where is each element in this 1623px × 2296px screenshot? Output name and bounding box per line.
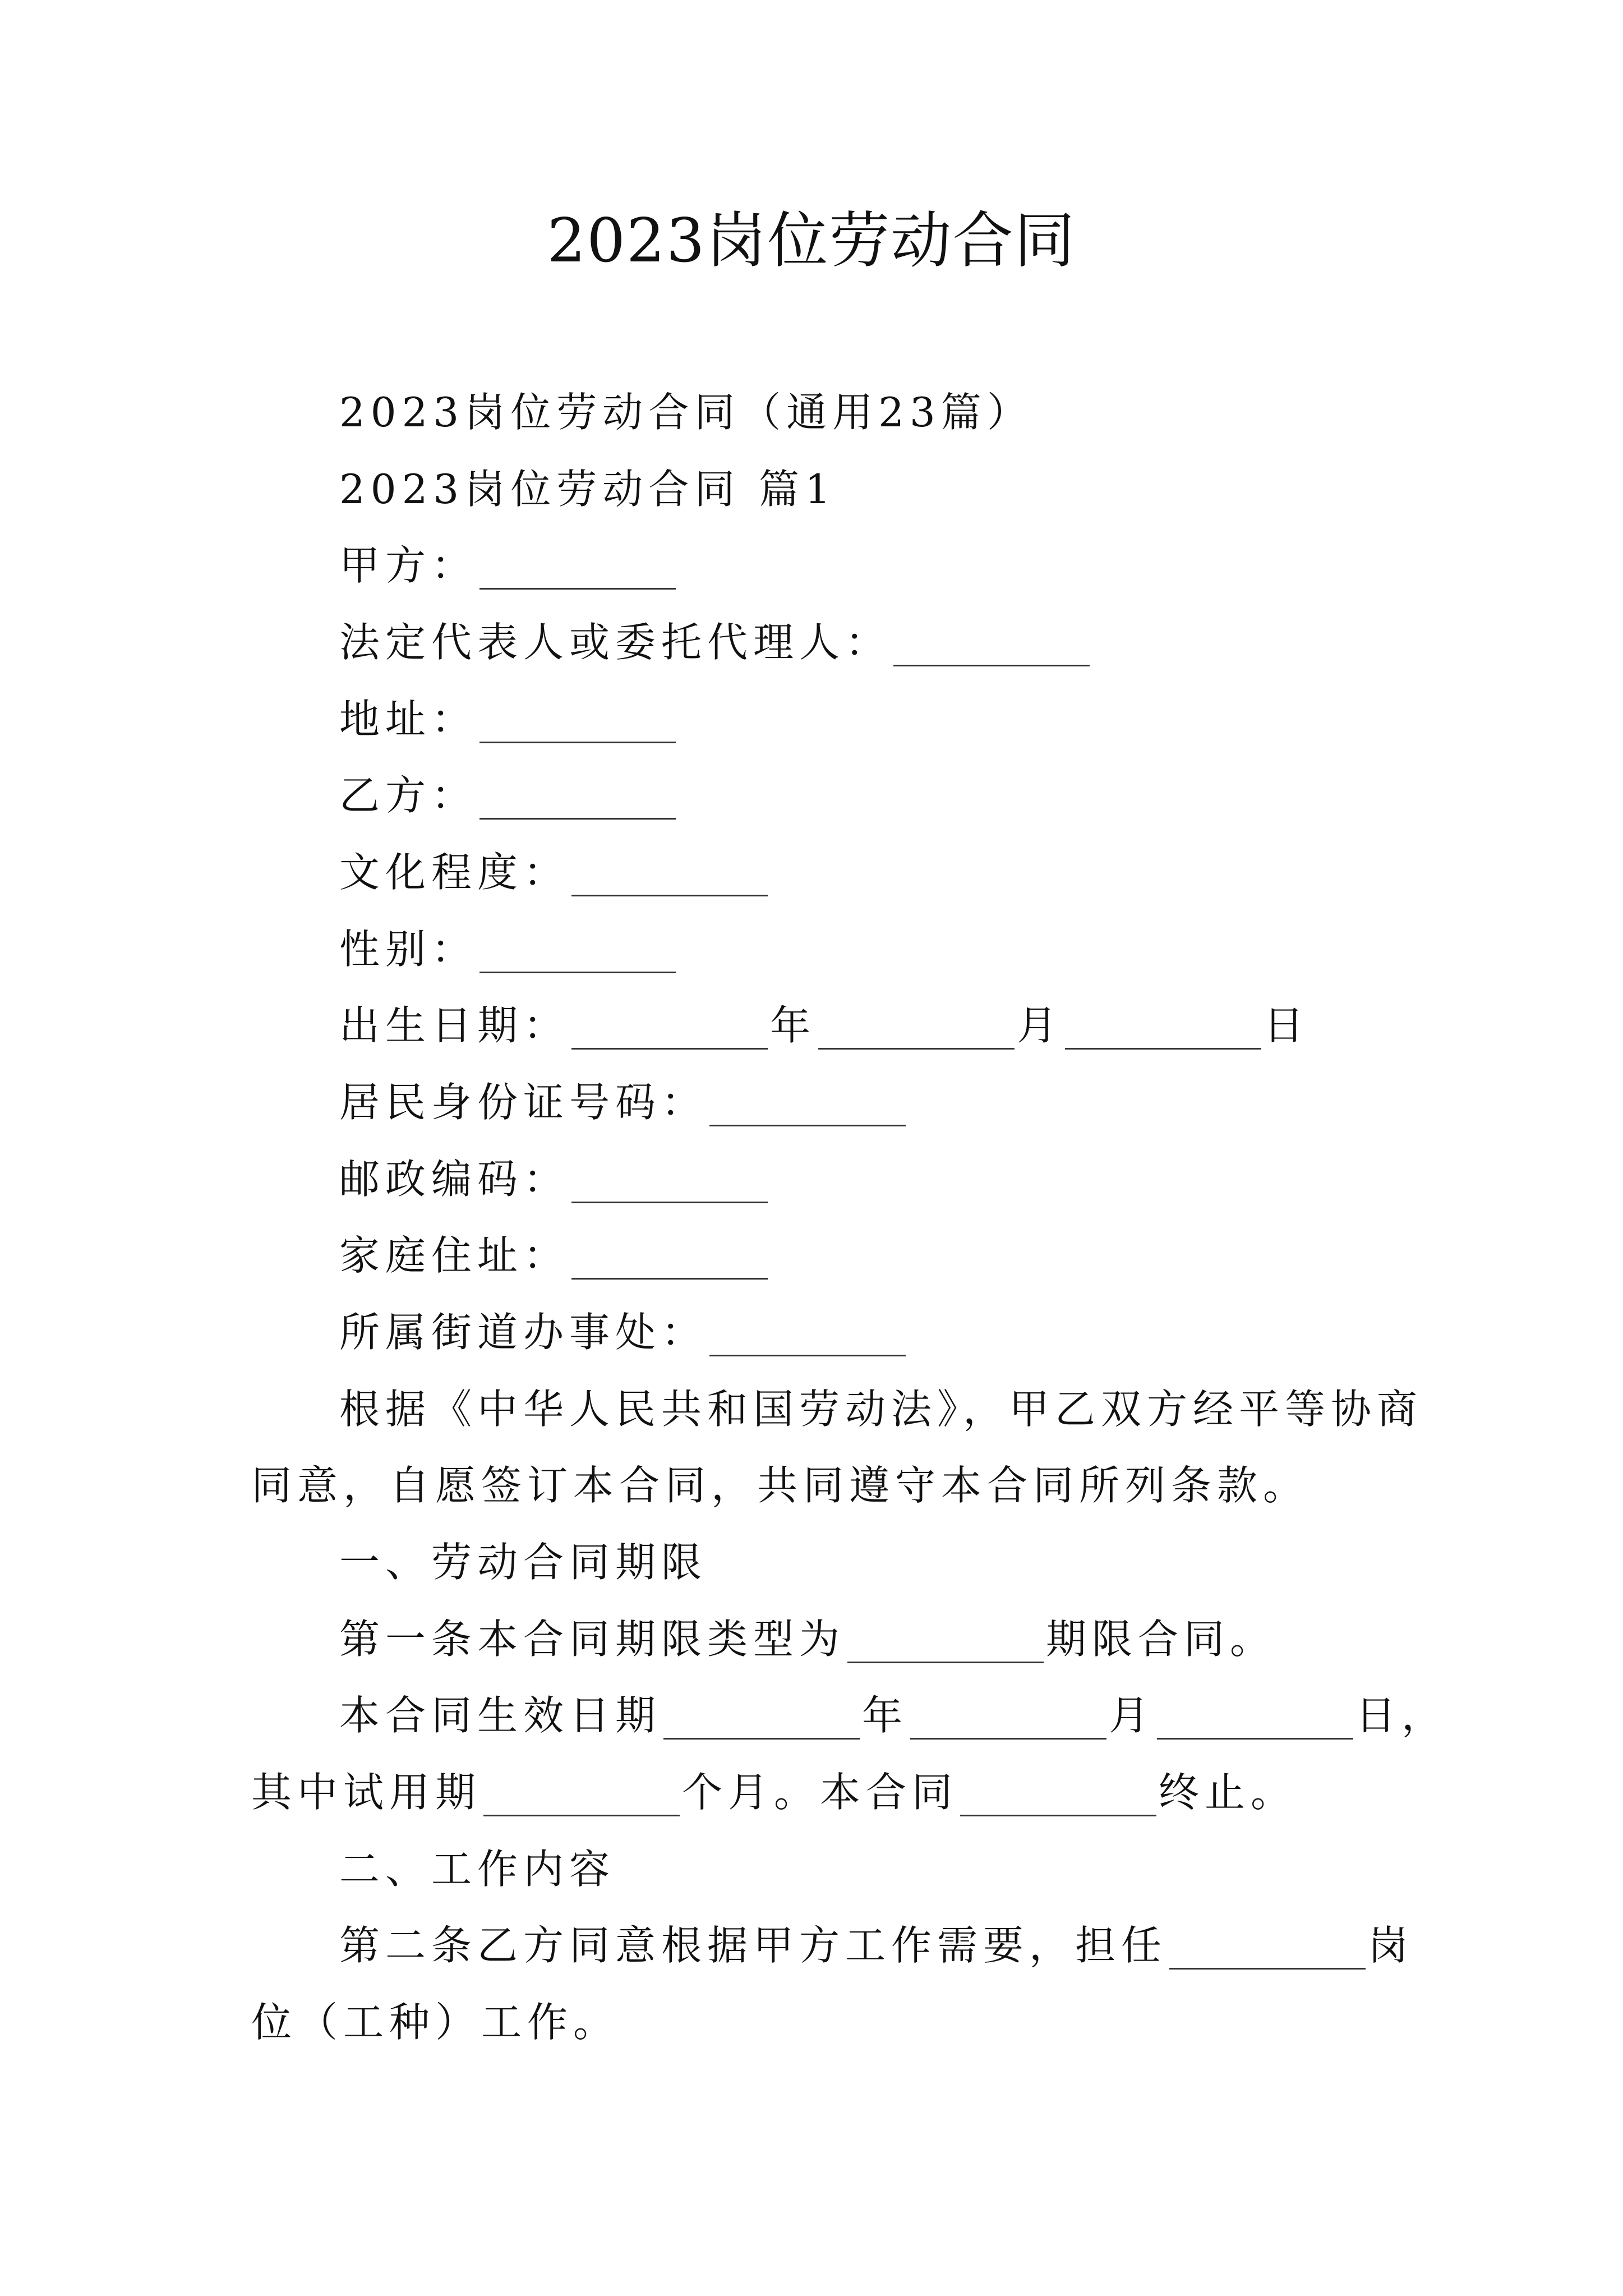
- effective-year-unit: 年: [862, 1692, 909, 1739]
- document-title: 2023岗位劳动合同: [547, 206, 1076, 276]
- address-label: 地址：: [339, 696, 478, 743]
- effective-month-unit: 月: [1109, 1692, 1155, 1739]
- birth-day-unit: 日: [1264, 1002, 1310, 1049]
- postal-code-line: [339, 1148, 770, 1210]
- effective-day-blank: [1157, 1697, 1353, 1740]
- birth-year-blank: [571, 1007, 768, 1050]
- birth-month-blank: [818, 1007, 1015, 1050]
- home-address-label: 家庭住址：: [339, 1232, 570, 1279]
- legal-rep-label: 法定代表人或委托代理人：: [339, 619, 892, 666]
- intro-paragraph-line-2: 同意，自愿签订本合同，共同遵守本合同所列条款。: [251, 1462, 1310, 1509]
- legal-rep-blank: [893, 624, 1090, 666]
- article-1-text: 第一条本合同期限类型为: [339, 1616, 846, 1663]
- street-office-label: 所属街道办事处：: [339, 1309, 708, 1356]
- contract-end-blank: [960, 1774, 1156, 1816]
- street-office-blank: [709, 1314, 906, 1356]
- street-office-line: [339, 1301, 908, 1363]
- gender-blank: [479, 931, 676, 973]
- probation-months-blank: [483, 1774, 680, 1816]
- id-number-blank: [709, 1084, 906, 1126]
- legal-rep-line: [339, 611, 1092, 673]
- gender-label: 性别：: [339, 926, 478, 973]
- birth-day-blank: [1065, 1007, 1261, 1050]
- position-blank: [1169, 1927, 1366, 1970]
- gender-line: [339, 918, 678, 980]
- education-label: 文化程度：: [339, 849, 570, 896]
- intro-paragraph-line-1: 根据《中华人民共和国劳动法》，甲乙双方经平等协商: [339, 1386, 1423, 1433]
- party-b-line: [339, 765, 678, 826]
- article-2-line: [339, 1915, 1414, 1976]
- party-b-blank: [479, 777, 676, 820]
- birth-year-unit: 年: [770, 1002, 817, 1049]
- effective-date-line: [339, 1685, 1447, 1746]
- party-b-label: 乙方：: [339, 772, 478, 819]
- probation-line: [251, 1761, 1297, 1823]
- article-2-suffix: 岗: [1368, 1922, 1414, 1969]
- probation-middle-text: 个月。本合同: [682, 1769, 958, 1816]
- party-a-label: 甲方：: [339, 542, 478, 589]
- document-subtitle: 2023岗位劳动合同（通用23篇）: [339, 389, 1033, 436]
- id-number-label: 居民身份证号码：: [339, 1079, 708, 1126]
- effective-date-label: 本合同生效日期: [339, 1692, 662, 1739]
- address-line: [339, 688, 678, 750]
- postal-code-blank: [571, 1161, 768, 1203]
- section-heading: 2023岗位劳动合同 篇1: [339, 466, 836, 513]
- birth-date-line: [339, 995, 1310, 1056]
- effective-month-blank: [910, 1697, 1106, 1740]
- home-address-blank: [571, 1237, 768, 1280]
- article-1-line: [339, 1608, 1276, 1670]
- id-number-line: [339, 1071, 908, 1133]
- effective-year-blank: [663, 1697, 860, 1740]
- heading-contract-term: 一、劳动合同期限: [339, 1539, 708, 1586]
- birth-month-unit: 月: [1017, 1002, 1063, 1049]
- article-2-line-2: 位（工种）工作。: [251, 1999, 620, 2046]
- probation-label: 其中试用期: [251, 1769, 482, 1816]
- address-blank: [479, 701, 676, 743]
- education-line: [339, 841, 770, 903]
- party-a-blank: [479, 547, 676, 590]
- article-1-suffix: 期限合同。: [1046, 1616, 1276, 1663]
- education-blank: [571, 854, 768, 896]
- article-2-text: 第二条乙方同意根据甲方工作需要，担任: [339, 1922, 1168, 1969]
- heading-work-content: 二、工作内容: [339, 1846, 616, 1893]
- contract-type-blank: [847, 1621, 1044, 1663]
- effective-day-unit: 日，: [1355, 1692, 1448, 1739]
- party-a-line: [339, 535, 678, 596]
- home-address-line: [339, 1225, 770, 1286]
- birth-date-label: 出生日期：: [339, 1002, 570, 1049]
- postal-code-label: 邮政编码：: [339, 1156, 570, 1203]
- probation-end-text: 终止。: [1159, 1769, 1297, 1816]
